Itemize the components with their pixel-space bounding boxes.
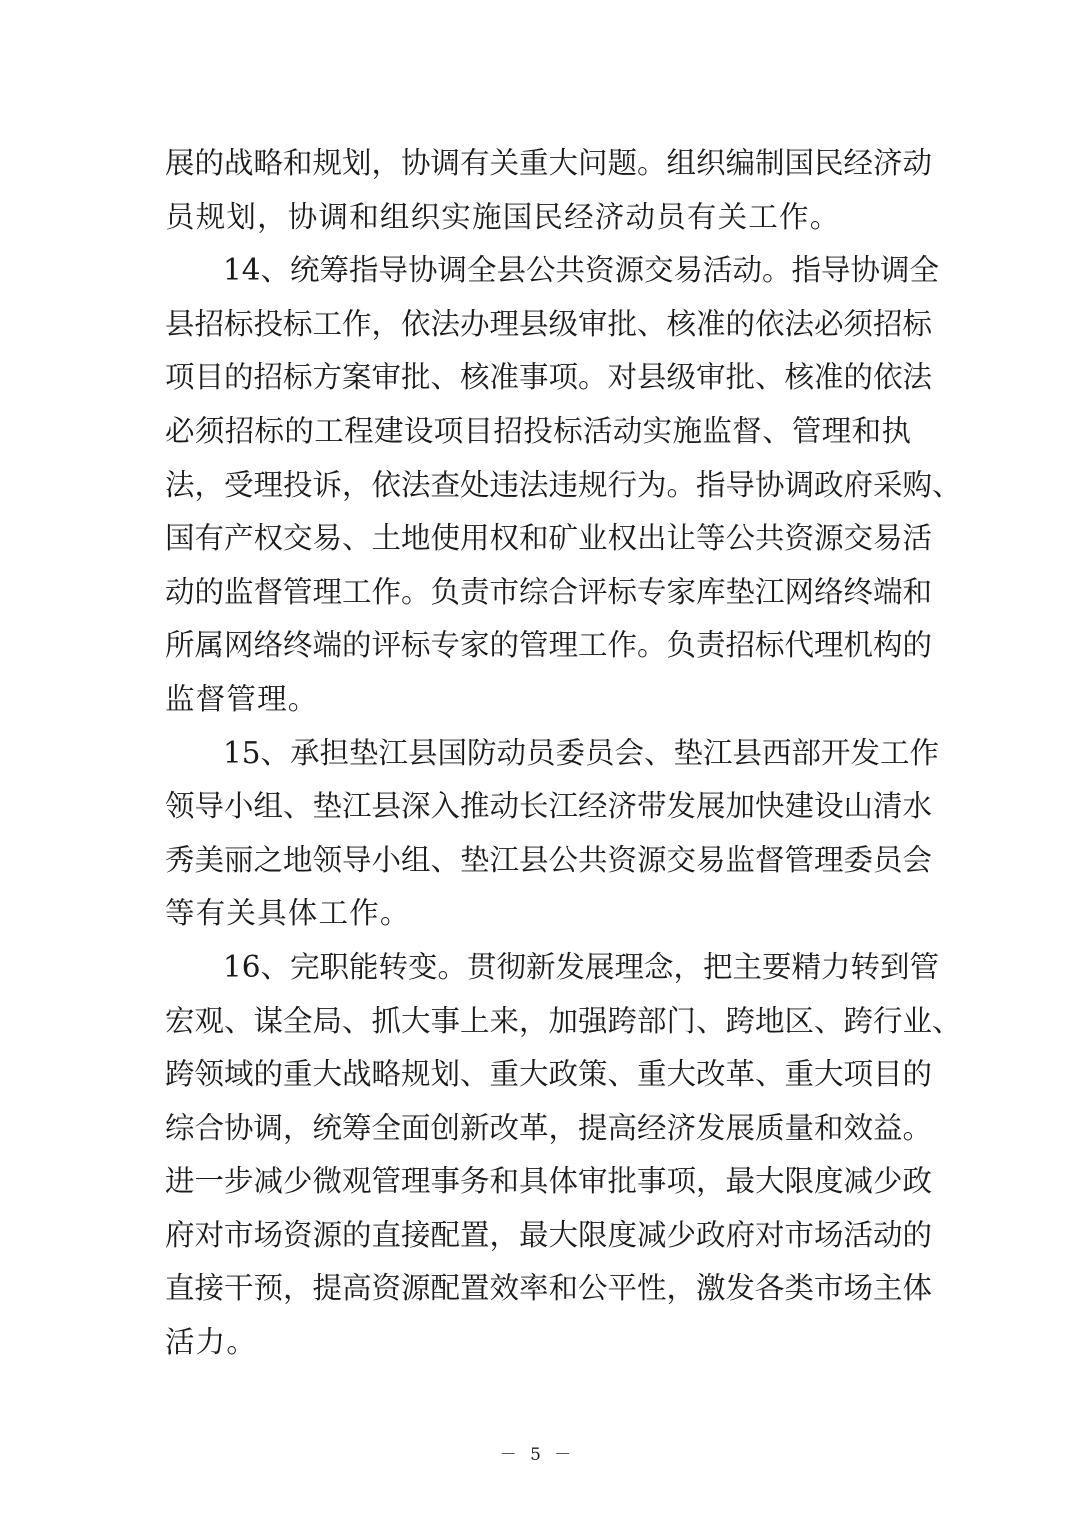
paragraph [165,137,933,244]
text-line: 宏观、谋全局、抓大事上来，加强跨部门、跨地区、跨行业、 [165,1003,962,1038]
text-line: 等有关具体工作。 [165,896,411,931]
text-line: 展的战略和规划，协调有关重大问题。组织编制国民经济动 [165,146,933,180]
text-line: 进一步减少微观管理事务和具体审批事项，最大限度减少政 [165,1164,933,1199]
text-line: 综合协调，统筹全面创新改革，提高经济发展质量和效益。 [165,1110,933,1145]
text-line: 动的监督管理工作。负责市综合评标专家库垫江网络终端和 [165,574,933,609]
text-line: 15、承担垫江县国防动员委员会、垫江县西部开发工作 [223,735,940,770]
text-line: 直接干预，提高资源配置效率和公平性，激发各类市场主体 [165,1271,933,1306]
text-line: 项目的招标方案审批、核准事项。对县级审批、核准的依法 [165,360,933,395]
text-line: 活力。 [165,1325,258,1360]
text-line: 16、完职能转变。贯彻新发展理念，把主要精力转到管 [223,949,940,984]
text-line: 国有产权交易、土地使用权和矿业权出让等公共资源交易活 [165,521,933,556]
document-body [165,137,962,1370]
text-line: 必须招标的工程建设项目招投标活动实施监督、管理和执 [165,413,911,448]
paragraph [165,941,962,1370]
text-line: 领导小组、垫江县深入推动长江经济带发展加快建设山清水 [165,789,933,824]
text-line: 所属网络终端的评标专家的管理工作。负责招标代理机构的 [165,628,933,663]
text-line: 跨领域的重大战略规划、重大政策、重大改革、重大项目的 [165,1057,933,1092]
paragraph [165,244,962,726]
text-line: 秀美丽之地领导小组、垫江县公共资源交易监督管理委员会 [165,842,933,877]
text-line: 员规划，协调和组织实施国民经济动员有关工作。 [165,199,841,234]
text-line: 14、统筹指导协调全县公共资源交易活动。指导协调全 [223,253,940,288]
text-line: 法，受理投诉，依法查处违法违规行为。指导协调政府采购、 [165,467,962,502]
text-line: 县招标投标工作，依法办理县级审批、核准的依法必须招标 [165,306,933,341]
text-line: 府对市场资源的直接配置，最大限度减少政府对市场活动的 [165,1217,933,1252]
paragraph [165,727,940,941]
text-line: 监督管理。 [165,681,319,716]
page-number: － 5 － [499,1445,576,1465]
